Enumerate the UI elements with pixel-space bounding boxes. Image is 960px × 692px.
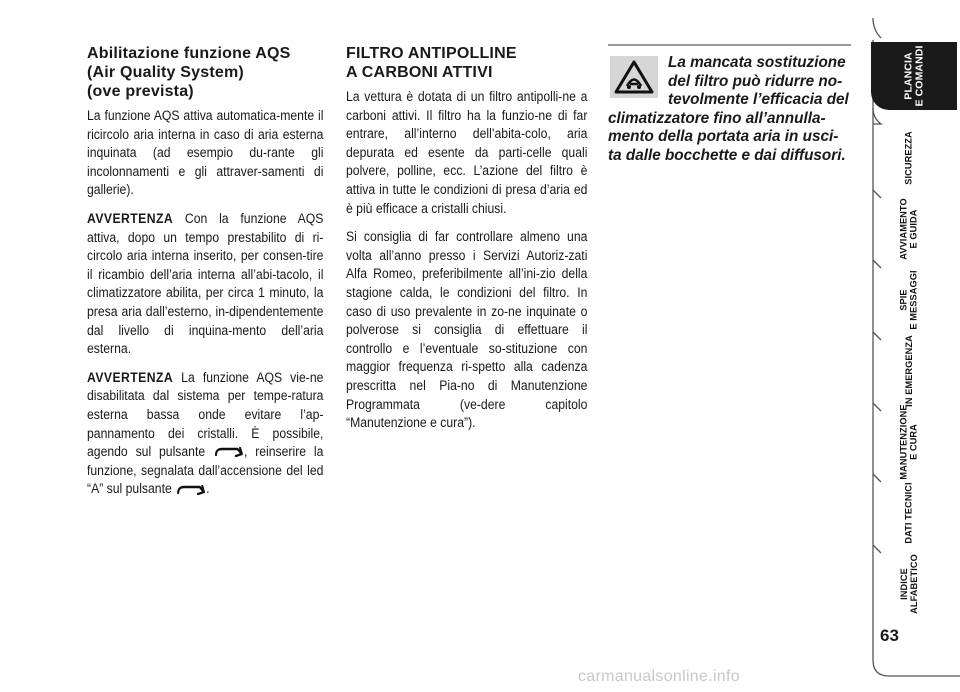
aqs-warning-2 (87, 369, 323, 499)
aqs-heading-line-2: (Air Quality System) (87, 64, 244, 81)
watermark: carmanualsonline.info (578, 668, 740, 685)
tab-label: AVVIAMENTO E GUIDA (899, 198, 919, 260)
warning-text: , reinserire la funzione, segnalata dall’accensione del led “A” sul pulsante (87, 444, 324, 498)
warning-text: . (206, 481, 210, 498)
recirculation-icon (175, 485, 206, 495)
tab-label: PLANCIA E COMANDI (901, 45, 925, 107)
warning-text: Con la funzione AQS attiva, dopo un tempo prestabilito di ri-circolo aria interna inserito, per consen-tire il ricambio dell’aria interna all’abi-tacolo, il climatizzatore abilita, per circa 1 minuto, la presa aria dall’esterno, in-dipendentemente dal livello di inquina-mento dell’aria esterna. (87, 210, 324, 358)
aqs-heading-line-3: (ove prevista) (87, 83, 194, 100)
tab-label: IN EMERGENZA (903, 335, 914, 407)
note-line: La mancata sostituzione (668, 54, 846, 71)
column-warning-note (608, 44, 851, 165)
warning-label: AVVERTENZA (87, 369, 174, 386)
tab-label: SICUREZZA (903, 131, 914, 185)
tab-label: INDICE ALFABETICO (898, 554, 919, 614)
recirculation-icon (213, 447, 244, 457)
tab-indice-alfabetico[interactable] (873, 550, 945, 618)
tab-in-emergenza[interactable] (873, 337, 945, 405)
tab-dati-tecnici[interactable] (873, 479, 945, 547)
tab-plancia-e-comandi[interactable] (871, 42, 957, 110)
column-filter (346, 44, 588, 443)
note-line: ta dalle bocchette e dai diffusori. (608, 146, 846, 164)
tab-spie-e-messaggi[interactable] (873, 266, 945, 334)
note-line: tevolmente l’efficacia del (668, 91, 849, 108)
note-line: del filtro può ridurre no- (668, 72, 843, 90)
filter-heading (346, 44, 588, 82)
tab-label: SPIE E MESSAGGI (898, 270, 919, 330)
column-aqs (87, 44, 324, 509)
tab-label: DATI TECNICI (903, 482, 914, 544)
filter-paragraph-2: Si consiglia di far controllare almeno una volta all’anno presso i Servizi Autoriz-zati Alfa Romeo, preferibilmente all’ini-zio della stagione calda, le condizioni del filtro. In caso di uso prevalente in zo-ne inquinate o polverose si consiglia di effettuare il controllo e l’eventuale so-stituzione con maggior frequenza ri-spetto alla cadenza prescritta nel Pia-no di Manutenzione Programmata (ve-dere capitolo “Manutenzione e cura”). (346, 229, 588, 432)
chapter-tabs (869, 0, 960, 692)
note-line: climatizzatore fino all’annulla- (608, 109, 826, 127)
tab-label: MANUTENZIONE E CURA (899, 404, 919, 480)
warning-note (608, 54, 851, 165)
aqs-heading (87, 44, 324, 101)
divider (608, 44, 851, 46)
page-number: 63 (880, 626, 899, 645)
note-line: mento della portata aria in usci- (608, 128, 839, 145)
warning-triangle-icon (610, 56, 658, 98)
filter-heading-line-1: FILTRO ANTIPOLLINE (346, 45, 517, 62)
aqs-warning-1 (87, 210, 323, 359)
warning-text: La funzione AQS vie-ne disabilitata dal sistema per tempe-ratura esterna bassa onde evitare l’ap-pannamento dei cristalli. È possibile, agendo sul pulsante (87, 369, 324, 461)
aqs-heading-line-1: Abilitazione funzione AQS (87, 45, 291, 62)
filter-paragraph-1: La vettura è dotata di un filtro antipolli-ne a carboni attivi. Il filtro ha la funzio-ne di far entrare, all’interno dell’abita-colo, aria depurata ed esente da parti-celle quali polvere, polline, ecc. L’azione del filtro è attiva in tutte le condizioni di presa d’aria ed è più efficace a cristalli chiusi. (346, 89, 588, 217)
tab-avviamento-e-guida[interactable] (873, 195, 945, 263)
tab-manutenzione-e-cura[interactable] (873, 404, 945, 480)
warning-label: AVVERTENZA (87, 210, 174, 227)
warning-icon-box (610, 56, 658, 98)
filter-heading-line-2: A CARBONI ATTIVI (346, 64, 493, 81)
aqs-paragraph: La funzione AQS attiva automatica-mente il ricircolo aria interna in caso di aria esterna inquinata (ad esempio du-rante gli incolonnamenti e gli attraver-samenti di gallerie). (87, 108, 324, 199)
tab-sicurezza[interactable] (873, 124, 945, 192)
